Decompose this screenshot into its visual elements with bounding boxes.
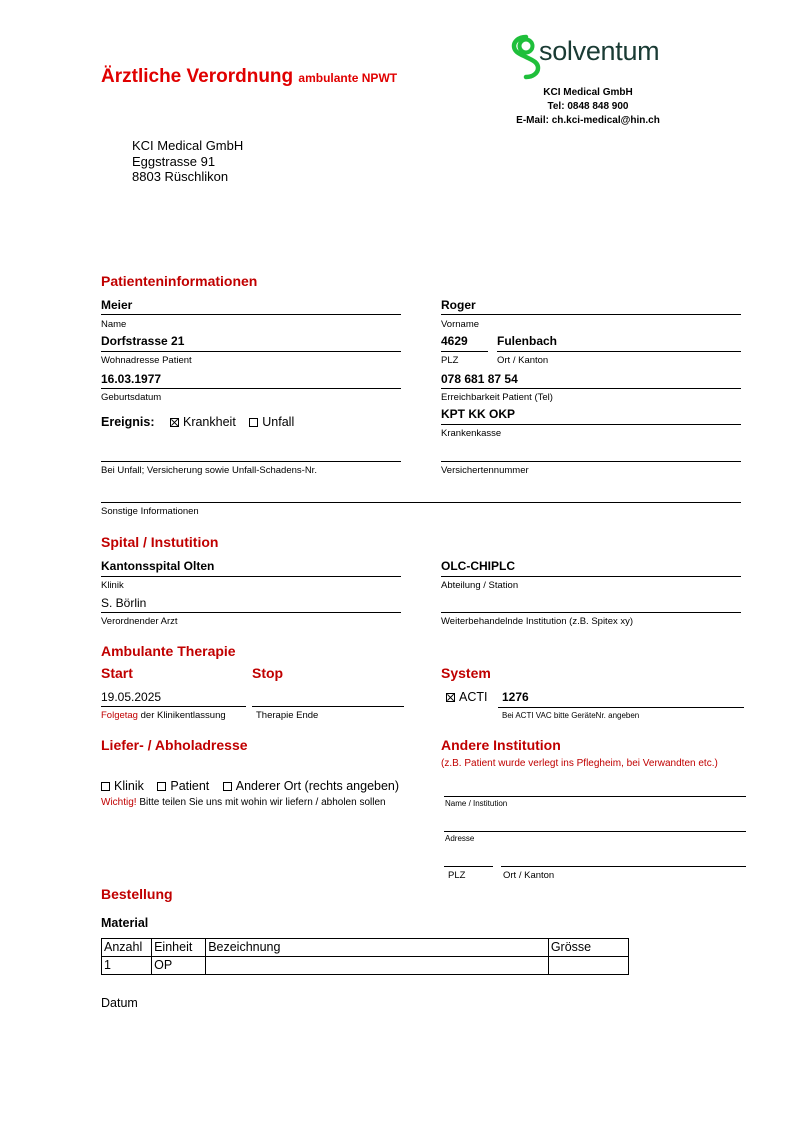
delivery-option-clinic[interactable]: Klinik: [101, 779, 144, 793]
header-size: Grösse: [548, 939, 628, 957]
section-delivery: Liefer- / Abholadresse: [101, 737, 248, 753]
patient-firstname-label: Vorname: [441, 319, 480, 330]
patient-phone-value[interactable]: 078 681 87 54: [441, 372, 518, 386]
checkbox-icon[interactable]: [223, 782, 232, 791]
recipient-address: [132, 138, 243, 185]
form-title-main: Ärztliche Verordnung: [101, 66, 294, 87]
system-option-acti[interactable]: ACTI: [446, 690, 487, 704]
checkbox-icon[interactable]: [101, 782, 110, 791]
followup-institution-label: Weiterbehandelnde Institution (z.B. Spitex xy): [441, 616, 634, 627]
doctor-label: Verordnender Arzt: [101, 616, 178, 627]
clinic-value[interactable]: Kantonsspital Olten: [101, 559, 215, 573]
date-label: Datum: [101, 996, 138, 1010]
delivery-option-patient[interactable]: Patient: [157, 779, 209, 793]
checkbox-icon[interactable]: [157, 782, 166, 791]
address-line-1: KCI Medical GmbH: [132, 138, 244, 153]
section-order: Bestellung: [101, 886, 173, 902]
other-institution-note: (z.B. Patient wurde verlegt ins Pflegheim, bei Verwandten etc.): [441, 758, 718, 769]
header-unit: Einheit: [152, 939, 206, 957]
header-description: Bezeichnung: [206, 939, 549, 957]
delivery-option-other[interactable]: Anderer Ort (rechts angeben): [223, 779, 399, 793]
accident-insurance-label: Bei Unfall; Versicherung sowie Unfall-Schadens-Nr.: [101, 465, 317, 476]
therapy-start-date[interactable]: 19.05.2025: [101, 690, 162, 704]
patient-name-label: Name: [101, 319, 127, 330]
system-note: Bei ACTI VAC bitte GeräteNr. angeben: [502, 711, 640, 720]
insured-number-label: Versichertennummer: [441, 465, 529, 476]
other-institution-name-label: Name / Institution: [445, 799, 508, 808]
patient-phone-label: Erreichbarkeit Patient (Tel): [441, 392, 553, 403]
patient-street-value[interactable]: Dorfstrasse 21: [101, 334, 185, 348]
patient-insurance-value[interactable]: KPT KK OKP: [441, 407, 516, 421]
patient-street-label: Wohnadresse Patient: [101, 355, 192, 366]
contact-company: KCI Medical GmbH: [543, 87, 633, 98]
logo-wordmark: solventum: [539, 36, 660, 66]
therapy-end-label: Therapie Ende: [256, 710, 319, 721]
delivery-important-note: Wichtig! Bitte teilen Sie uns mit wohin wir liefern / abholen sollen: [101, 797, 386, 808]
section-patient-info: Patienteninformationen: [101, 273, 258, 289]
row-unit[interactable]: OP: [152, 957, 206, 975]
other-info-label: Sonstige Informationen: [101, 506, 199, 517]
doctor-value[interactable]: S. Börlin: [101, 596, 147, 610]
therapy-start-caption: Folgetag der Klinikentlassung: [101, 710, 226, 721]
therapy-system-label: System: [441, 665, 491, 681]
section-hospital: Spital / Instutition: [101, 534, 219, 550]
material-table: [101, 938, 629, 975]
patient-plz-value[interactable]: 4629: [441, 334, 468, 348]
section-therapy: Ambulante Therapie: [101, 643, 236, 659]
address-line-2: Eggstrasse 91: [132, 153, 216, 169]
delivery-options: [101, 779, 409, 793]
patient-city-value[interactable]: Fulenbach: [497, 334, 558, 348]
row-quantity[interactable]: 1: [102, 957, 152, 975]
patient-plz-label: PLZ: [441, 355, 459, 366]
table-header-row: [102, 939, 629, 957]
row-size[interactable]: [548, 957, 628, 975]
contact-email: E-Mail: ch.kci-medical@hin.ch: [516, 115, 660, 126]
department-label: Abteilung / Station: [441, 580, 519, 591]
clinic-label: Klinik: [101, 580, 124, 591]
checkbox-icon[interactable]: [249, 418, 258, 427]
section-other-institution: Andere Institution: [441, 737, 561, 753]
event-options: [101, 415, 304, 429]
checkbox-checked-icon[interactable]: [170, 418, 179, 427]
solventum-logo: [509, 34, 684, 82]
address-line-3: 8803 Rüschlikon: [132, 169, 229, 184]
patient-birthdate-label: Geburtsdatum: [101, 392, 162, 403]
system-device-number[interactable]: 1276: [502, 690, 529, 704]
patient-insurance-label: Krankenkasse: [441, 428, 502, 439]
other-institution-address-label: Adresse: [445, 834, 475, 843]
other-institution-city-label: Ort / Kanton: [503, 870, 555, 881]
header-quantity: Anzahl: [102, 939, 152, 957]
patient-name-value[interactable]: Meier: [101, 298, 133, 312]
other-institution-plz-label: PLZ: [448, 870, 466, 881]
contact-block: [490, 86, 686, 128]
therapy-stop-label: Stop: [252, 665, 284, 681]
therapy-start-label: Start: [101, 665, 133, 681]
form-title-sub: ambulante NPWT: [298, 71, 398, 85]
checkbox-checked-icon[interactable]: [446, 693, 455, 702]
patient-firstname-value[interactable]: Roger: [441, 298, 476, 312]
logo-mark-icon: [509, 34, 543, 80]
material-label: Material: [101, 916, 149, 930]
event-label: Ereignis:: [101, 415, 155, 429]
row-description[interactable]: [206, 957, 549, 975]
contact-phone: Tel: 0848 848 900: [547, 101, 629, 112]
patient-city-label: Ort / Kanton: [497, 355, 549, 366]
department-value[interactable]: OLC-CHIPLC: [441, 559, 515, 573]
event-option-accident[interactable]: Unfall: [249, 415, 294, 429]
event-option-illness[interactable]: Krankheit: [170, 415, 236, 429]
form-title: [101, 66, 397, 88]
patient-birthdate-value[interactable]: 16.03.1977: [101, 372, 162, 386]
table-row: [102, 957, 629, 975]
